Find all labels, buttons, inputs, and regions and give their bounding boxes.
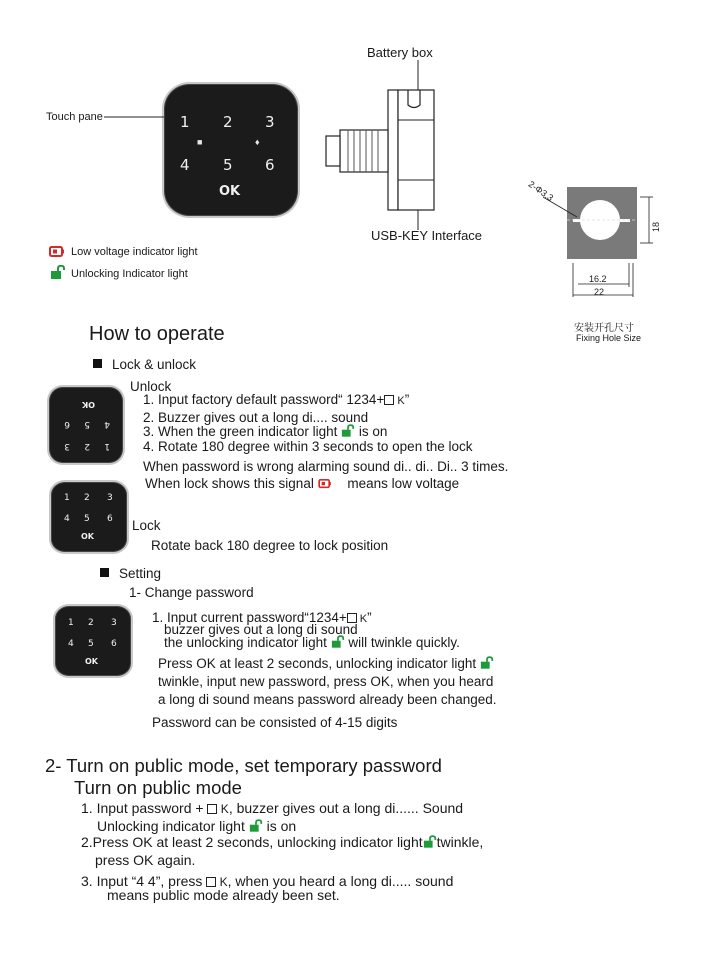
hole-diameter-label: 2-Φ3.3 [526,178,556,204]
low-voltage-label: Low voltage indicator light [71,246,198,258]
public-step-3b: means public mode already been set. [107,887,340,903]
battery-low-icon [49,246,65,258]
hole-dim-16-2: 16.2 [589,274,607,284]
hole-caption-en: Fixing Hole Size [576,333,642,343]
keypad-key-5: 5 [223,156,233,174]
low-voltage-note: When lock shows this signal means low voltage [145,476,460,491]
unlocking-light-label: Unlocking Indicator light [71,268,188,280]
setting-step-3: the unlocking indicator light will twinkle quickly. [164,635,460,650]
battery-box-label: Battery box [367,45,433,60]
how-to-title: How to operate [89,323,225,345]
lock-icon: ■ [197,137,203,147]
setting-step-1: 1. Input current password“1234+ K” [152,610,372,625]
hole-caption-cn: 安装开孔尺寸 [574,323,634,334]
unlock-icon: ♦ [255,137,260,147]
lock-side-view [318,60,438,230]
keypad-key-2: 2 [223,113,233,131]
touch-panel-label: Touch pane [46,111,103,123]
public-step-3: 3. Input “4 4”, press K, when you heard a long di..... sound [81,873,454,889]
lock-unlock-heading-text: Lock & unlock [112,357,197,372]
usb-key-label: USB-KEY Interface [371,228,483,243]
public-step-1: 1. Input password + K, buzzer gives out a long di...... Sound [81,800,464,816]
setting-step-7: Password can be consisted of 4-15 digits [152,715,398,730]
unlock-icon [50,265,66,280]
hole-dim-18: 18 [651,221,662,233]
bullet-icon [100,568,109,577]
setting-step-5: twinkle, input new password, press OK, when you heard [158,674,494,689]
unlock-icon [331,635,345,649]
setting-heading-text: Setting [119,566,162,581]
unlock-icon [249,819,263,833]
setting-step-4: Press OK at least 2 seconds, unlocking indicator light [158,656,494,671]
keypad-key-4: 4 [180,156,190,174]
unlock-icon [341,424,355,438]
bullet-icon [93,359,102,368]
keypad-key-ok: OK [219,184,241,199]
change-password-label: 1- Change password [129,585,254,600]
public-step-2b: press OK again. [95,852,196,868]
keypad-lock-view: 1 2 3 4 5 6 OK [49,480,129,554]
battery-low-icon [318,479,332,489]
setting-step-6: a long di sound means password already been changed. [158,692,497,707]
keypad-key-1: 1 [180,113,190,131]
unlock-icon [423,835,437,849]
ok-box-icon [384,395,394,405]
wrong-password-note: When password is wrong alarming sound di.. di.. Di.. 3 times. [143,459,509,474]
lock-text: Rotate back 180 degree to lock position [151,538,389,553]
keypad-key-6: 6 [265,156,275,174]
unlock-step-3: 3. When the green indicator light is on [143,424,388,439]
lock-label: Lock [132,518,161,533]
unlock-step-4: 4. Rotate 180 degree within 3 seconds to open the lock [143,439,473,454]
touch-panel-leader [104,115,166,119]
public-step-1b: Unlocking indicator light is on [97,818,297,834]
ok-box-icon [207,804,217,814]
public-step-2: 2.Press OK at least 2 seconds, unlocking indicator light twinkle, [81,834,484,850]
hole-dim-22: 22 [594,287,605,297]
keypad-setting-view: 1 2 3 4 5 6 OK [53,604,133,678]
keypad-key-3: 3 [265,113,275,131]
public-mode-title: 2- Turn on public mode, set temporary password [45,755,442,776]
ok-box-icon [206,877,216,887]
keypad-unlock-view: 1 2 3 4 5 6 OK [47,385,125,465]
lock-unlock-heading [93,357,196,372]
setting-step-2: buzzer gives out a long di sound [164,622,358,637]
unlock-step-2: 2. Buzzer gives out a long di.... sound [143,410,369,425]
public-mode-subtitle: Turn on public mode [74,777,242,798]
unlock-label: Unlock [130,379,172,394]
setting-heading [100,566,161,581]
unlock-icon [480,656,494,670]
unlock-step-1: 1. Input factory default password“ 1234+ K” [143,392,410,407]
